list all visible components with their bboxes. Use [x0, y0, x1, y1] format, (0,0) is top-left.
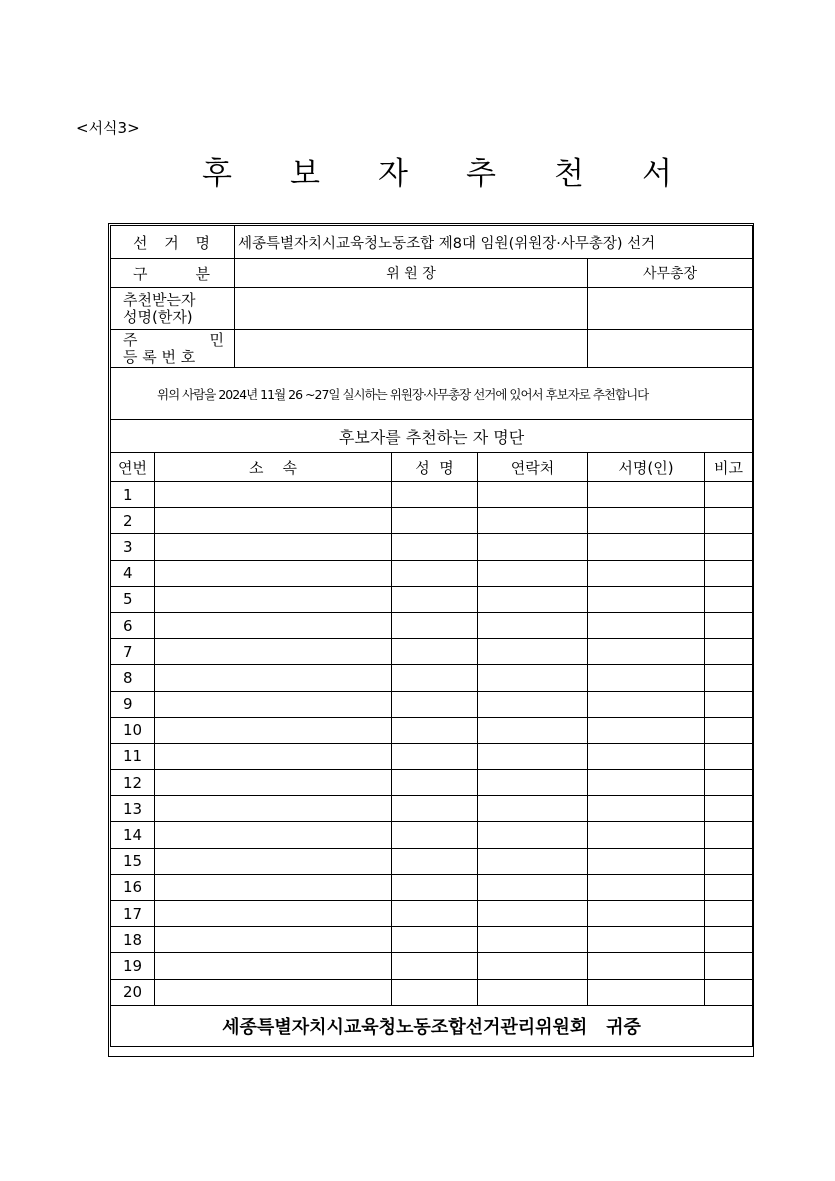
title-char: 자: [378, 155, 408, 192]
signature-field[interactable]: [588, 743, 705, 769]
contact-field[interactable]: [478, 691, 588, 717]
title-char: 추: [466, 155, 496, 192]
signature-field[interactable]: [588, 534, 705, 560]
recommender-rows: [111, 482, 753, 1006]
remarks-field[interactable]: [705, 665, 753, 691]
remarks-field[interactable]: [705, 534, 753, 560]
signature-field[interactable]: [588, 901, 705, 927]
signature-field[interactable]: [588, 717, 705, 743]
affiliation-field[interactable]: [155, 822, 392, 848]
remarks-field[interactable]: [705, 717, 753, 743]
affiliation-field[interactable]: [155, 508, 392, 534]
row-number: 17: [111, 901, 155, 927]
resident-chairperson-field[interactable]: [235, 330, 588, 368]
table-row: [111, 796, 753, 822]
signature-field[interactable]: [588, 953, 705, 979]
name-field[interactable]: [392, 612, 478, 638]
remarks-field[interactable]: [705, 874, 753, 900]
signature-field[interactable]: [588, 508, 705, 534]
signature-field[interactable]: [588, 848, 705, 874]
row-number: 9: [111, 691, 155, 717]
remarks-field[interactable]: [705, 770, 753, 796]
table-row: [111, 927, 753, 953]
remarks-field[interactable]: [705, 560, 753, 586]
signature-field[interactable]: [588, 979, 705, 1005]
name-field[interactable]: [392, 691, 478, 717]
contact-field[interactable]: [478, 848, 588, 874]
table-row: [111, 639, 753, 665]
title-char: 서: [642, 155, 672, 192]
name-field[interactable]: [392, 743, 478, 769]
signature-field[interactable]: [588, 639, 705, 665]
election-name-value: 세종특별자치시교육청노동조합 제8대 임원(위원장·사무총장) 선거: [235, 226, 753, 259]
row-number: 16: [111, 874, 155, 900]
table-row: [111, 612, 753, 638]
name-field[interactable]: [392, 874, 478, 900]
remarks-field[interactable]: [705, 848, 753, 874]
affiliation-field[interactable]: [155, 482, 392, 508]
signature-field[interactable]: [588, 874, 705, 900]
signature-field[interactable]: [588, 822, 705, 848]
table-row: [111, 534, 753, 560]
affiliation-field[interactable]: [155, 901, 392, 927]
recipient-label-line1: 추천받는자: [123, 290, 196, 309]
col-header-signature: 서명(인): [588, 453, 705, 482]
recommendation-notice: 위의 사람을 2024년 11월 26 ~27일 실시하는 위원장·사무총장 선거에 있어서 후보자로 추천합니다: [111, 368, 753, 420]
name-field[interactable]: [392, 534, 478, 560]
category-chairperson: 위 원 장: [235, 259, 588, 288]
table-row: [111, 743, 753, 769]
contact-field[interactable]: [478, 822, 588, 848]
affiliation-field[interactable]: [155, 796, 392, 822]
row-number: 1: [111, 482, 155, 508]
remarks-field[interactable]: [705, 979, 753, 1005]
signature-field[interactable]: [588, 770, 705, 796]
affiliation-field[interactable]: [155, 717, 392, 743]
affiliation-field[interactable]: [155, 927, 392, 953]
row-number: 12: [111, 770, 155, 796]
row-number: 5: [111, 586, 155, 612]
signature-field[interactable]: [588, 586, 705, 612]
remarks-field[interactable]: [705, 612, 753, 638]
affiliation-field[interactable]: [155, 639, 392, 665]
resident-number-row: [111, 330, 753, 368]
name-field[interactable]: [392, 848, 478, 874]
row-number: 10: [111, 717, 155, 743]
contact-field[interactable]: [478, 612, 588, 638]
row-number: 3: [111, 534, 155, 560]
table-row: [111, 770, 753, 796]
remarks-field[interactable]: [705, 586, 753, 612]
signature-field[interactable]: [588, 796, 705, 822]
recipient-label-line2: 성명(한자): [123, 307, 193, 326]
name-field[interactable]: [392, 639, 478, 665]
affiliation-field[interactable]: [155, 743, 392, 769]
affiliation-field[interactable]: [155, 874, 392, 900]
remarks-field[interactable]: [705, 927, 753, 953]
affiliation-field[interactable]: [155, 953, 392, 979]
row-number: 11: [111, 743, 155, 769]
remarks-field[interactable]: [705, 482, 753, 508]
contact-field[interactable]: [478, 770, 588, 796]
row-number: 20: [111, 979, 155, 1005]
name-field[interactable]: [392, 665, 478, 691]
name-field[interactable]: [392, 796, 478, 822]
row-number: 4: [111, 560, 155, 586]
remarks-field[interactable]: [705, 822, 753, 848]
signature-field[interactable]: [588, 691, 705, 717]
row-number: 19: [111, 953, 155, 979]
name-field[interactable]: [392, 586, 478, 612]
name-field[interactable]: [392, 770, 478, 796]
affiliation-field[interactable]: [155, 586, 392, 612]
remarks-field[interactable]: [705, 953, 753, 979]
list-title-row: [111, 420, 753, 453]
table-row: [111, 717, 753, 743]
table-row: [111, 482, 753, 508]
contact-field[interactable]: [478, 874, 588, 900]
name-field[interactable]: [392, 482, 478, 508]
contact-field[interactable]: [478, 717, 588, 743]
recipient-label-cell: [111, 288, 235, 330]
table-row: [111, 586, 753, 612]
category-secretary-general: 사무총장: [588, 259, 753, 288]
row-number: 14: [111, 822, 155, 848]
category-label-cell: 구 분: [111, 259, 235, 288]
col-header-affiliation: 소 속: [155, 453, 392, 482]
title-char: 후: [202, 155, 232, 192]
election-row: [111, 226, 753, 259]
recommender-list-title: 후보자를 추천하는 자 명단: [111, 420, 753, 453]
remarks-field[interactable]: [705, 691, 753, 717]
contact-field[interactable]: [478, 586, 588, 612]
contact-field[interactable]: [478, 482, 588, 508]
resident-label-line2: 등 록 번 호: [123, 347, 196, 366]
list-header-row: [111, 453, 753, 482]
row-number: 6: [111, 612, 155, 638]
table-row: [111, 874, 753, 900]
table-row: [111, 691, 753, 717]
contact-field[interactable]: [478, 901, 588, 927]
name-field[interactable]: [392, 560, 478, 586]
footer-row: [111, 1005, 753, 1046]
contact-field[interactable]: [478, 534, 588, 560]
affiliation-field[interactable]: [155, 612, 392, 638]
row-number: 15: [111, 848, 155, 874]
resident-secretary-field[interactable]: [588, 330, 753, 368]
name-field[interactable]: [392, 927, 478, 953]
contact-field[interactable]: [478, 508, 588, 534]
resident-label-cell: 주 민 등 록 번 호: [111, 330, 235, 368]
col-header-remarks: 비고: [705, 453, 753, 482]
affiliation-field[interactable]: [155, 691, 392, 717]
table-row: [111, 953, 753, 979]
name-field[interactable]: [392, 901, 478, 927]
table-row: [111, 979, 753, 1005]
row-number: 2: [111, 508, 155, 534]
affiliation-field[interactable]: [155, 665, 392, 691]
affiliation-field[interactable]: [155, 979, 392, 1005]
affiliation-field[interactable]: [155, 534, 392, 560]
signature-field[interactable]: [588, 482, 705, 508]
contact-field[interactable]: [478, 665, 588, 691]
contact-field[interactable]: [478, 639, 588, 665]
affiliation-field[interactable]: [155, 770, 392, 796]
recommendation-form-table: [110, 225, 753, 1047]
name-field[interactable]: [392, 717, 478, 743]
title-char: 천: [554, 155, 584, 192]
col-header-contact: 연락처: [478, 453, 588, 482]
contact-field[interactable]: [478, 979, 588, 1005]
contact-field[interactable]: [478, 796, 588, 822]
name-field[interactable]: [392, 822, 478, 848]
remarks-field[interactable]: [705, 796, 753, 822]
table-row: [111, 848, 753, 874]
remarks-field[interactable]: [705, 639, 753, 665]
row-number: 8: [111, 665, 155, 691]
row-number: 18: [111, 927, 155, 953]
remarks-field[interactable]: [705, 743, 753, 769]
name-field[interactable]: [392, 953, 478, 979]
table-row: [111, 901, 753, 927]
col-header-no: 연번: [111, 453, 155, 482]
recipient-name-row: [111, 288, 753, 330]
form-number-label: <서식3>: [76, 119, 140, 137]
table-row: [111, 508, 753, 534]
remarks-field[interactable]: [705, 901, 753, 927]
contact-field[interactable]: [478, 953, 588, 979]
signature-field[interactable]: [588, 665, 705, 691]
category-row: [111, 259, 753, 288]
row-number: 13: [111, 796, 155, 822]
table-row: [111, 822, 753, 848]
row-number: 7: [111, 639, 155, 665]
election-label-cell: 선 거 명: [111, 226, 235, 259]
recipient-chairperson-field[interactable]: [235, 288, 588, 330]
affiliation-field[interactable]: [155, 560, 392, 586]
contact-field[interactable]: [478, 927, 588, 953]
signature-field[interactable]: [588, 612, 705, 638]
addressee-footer: 세종특별자치시교육청노동조합선거관리위원회 귀중: [111, 1005, 753, 1046]
name-field[interactable]: [392, 979, 478, 1005]
affiliation-field[interactable]: [155, 848, 392, 874]
contact-field[interactable]: [478, 560, 588, 586]
remarks-field[interactable]: [705, 508, 753, 534]
table-row: [111, 560, 753, 586]
name-field[interactable]: [392, 508, 478, 534]
notice-row: [111, 368, 753, 420]
title-char: 보: [290, 155, 320, 192]
contact-field[interactable]: [478, 743, 588, 769]
document-title: [202, 148, 672, 192]
col-header-name: 성 명: [392, 453, 478, 482]
signature-field[interactable]: [588, 560, 705, 586]
recipient-secretary-field[interactable]: [588, 288, 753, 330]
signature-field[interactable]: [588, 927, 705, 953]
table-row: [111, 665, 753, 691]
